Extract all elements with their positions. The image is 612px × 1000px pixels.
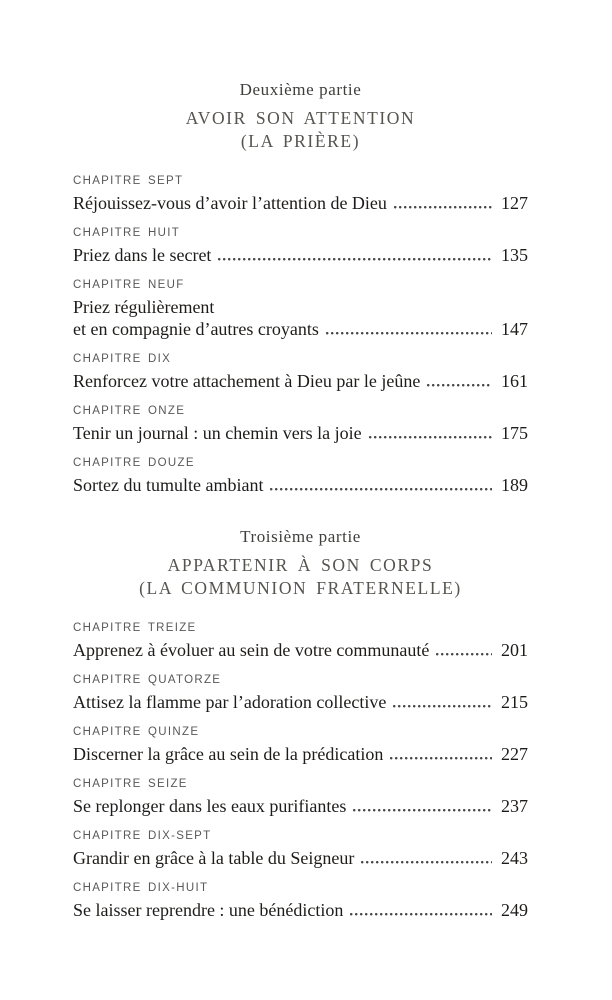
part-label: Deuxième partie — [239, 80, 362, 99]
chapter-label: CHAPITRE QUATORZE — [73, 674, 222, 686]
toc-entry-chapitre-treize[interactable] — [73, 621, 528, 661]
dot-leader — [393, 705, 492, 708]
chapter-label: CHAPITRE NEUF — [73, 279, 185, 291]
dot-leader — [427, 384, 492, 387]
chapter-label: CHAPITRE DIX-HUIT — [73, 882, 209, 894]
chapter-title: Discerner la grâce au sein de la prédication — [73, 744, 384, 764]
chapter-title: Réjouissez-vous d’avoir l’attention de Dieu — [73, 193, 387, 213]
page-number: 189 — [501, 475, 528, 495]
part-title: APPARTENIR À SON CORPS — [167, 555, 434, 575]
dot-leader — [326, 332, 492, 335]
toc-entry-chapitre-huit[interactable] — [73, 226, 528, 266]
toc-entry-chapitre-dix-huit[interactable] — [73, 881, 528, 921]
chapter-label: CHAPITRE QUINZE — [73, 726, 200, 738]
dot-leader — [436, 653, 492, 656]
chapter-label: CHAPITRE DOUZE — [73, 457, 195, 469]
chapter-label: CHAPITRE DIX-SEPT — [73, 830, 212, 842]
toc-entry-chapitre-douze[interactable] — [73, 456, 528, 496]
chapter-title-line-1: Priez régulièrement — [73, 297, 215, 317]
chapter-title: Tenir un journal : un chemin vers la joie — [73, 423, 362, 443]
page-number: 215 — [501, 692, 528, 712]
chapter-label: CHAPITRE HUIT — [73, 227, 181, 239]
toc-entry-chapitre-quatorze[interactable] — [73, 673, 528, 713]
page-number: 127 — [501, 193, 528, 213]
toc-entry-chapitre-dix[interactable] — [73, 352, 528, 392]
part-title: AVOIR SON ATTENTION — [185, 108, 416, 128]
toc-part-troisieme — [73, 527, 528, 921]
part-heading — [73, 527, 528, 600]
chapter-label: CHAPITRE SEPT — [73, 175, 184, 187]
dot-leader — [394, 206, 492, 209]
dot-leader — [353, 809, 492, 812]
chapter-label: CHAPITRE ONZE — [73, 405, 186, 417]
dot-leader — [390, 757, 492, 760]
page-number: 135 — [501, 245, 528, 265]
toc-part-deuxieme — [73, 80, 528, 496]
dot-leader — [270, 488, 492, 491]
chapter-title: et en compagnie d’autres croyants — [73, 319, 319, 339]
dot-leader — [350, 913, 492, 916]
dot-leader — [218, 258, 492, 261]
page-number: 243 — [501, 848, 528, 868]
chapter-label: CHAPITRE TREIZE — [73, 622, 197, 634]
toc-entry-chapitre-seize[interactable] — [73, 777, 528, 817]
page-number: 227 — [501, 744, 528, 764]
toc-entry-chapitre-neuf[interactable] — [73, 278, 528, 340]
part-heading — [73, 80, 528, 153]
part-subtitle: (LA COMMUNION FRATERNELLE) — [139, 578, 462, 598]
page-number: 161 — [501, 371, 528, 391]
page-number: 249 — [501, 900, 528, 920]
page-number: 201 — [501, 640, 528, 660]
dot-leader — [361, 861, 492, 864]
chapter-title: Sortez du tumulte ambiant — [73, 475, 264, 495]
page-number: 175 — [501, 423, 528, 443]
toc-entry-chapitre-onze[interactable] — [73, 404, 528, 444]
chapter-title: Se replonger dans les eaux purifiantes — [73, 796, 347, 816]
chapter-title: Apprenez à évoluer au sein de votre communauté — [73, 640, 430, 660]
part-subtitle: (LA PRIÈRE) — [240, 131, 361, 151]
page-number: 237 — [501, 796, 528, 816]
toc-entry-chapitre-sept[interactable] — [73, 174, 528, 214]
part-label: Troisième partie — [240, 527, 361, 546]
chapter-title: Grandir en grâce à la table du Seigneur — [73, 848, 355, 868]
chapter-title: Priez dans le secret — [73, 245, 212, 265]
chapter-label: CHAPITRE SEIZE — [73, 778, 188, 790]
toc-entry-chapitre-quinze[interactable] — [73, 725, 528, 765]
page-number: 147 — [501, 319, 528, 339]
chapter-title: Se laisser reprendre : une bénédiction — [73, 900, 344, 920]
chapter-title: Renforcez votre attachement à Dieu par le jeûne — [73, 371, 421, 391]
chapter-label: CHAPITRE DIX — [73, 353, 172, 365]
dot-leader — [369, 436, 492, 439]
toc-entry-chapitre-dix-sept[interactable] — [73, 829, 528, 869]
chapter-title: Attisez la flamme par l’adoration collective — [73, 692, 387, 712]
